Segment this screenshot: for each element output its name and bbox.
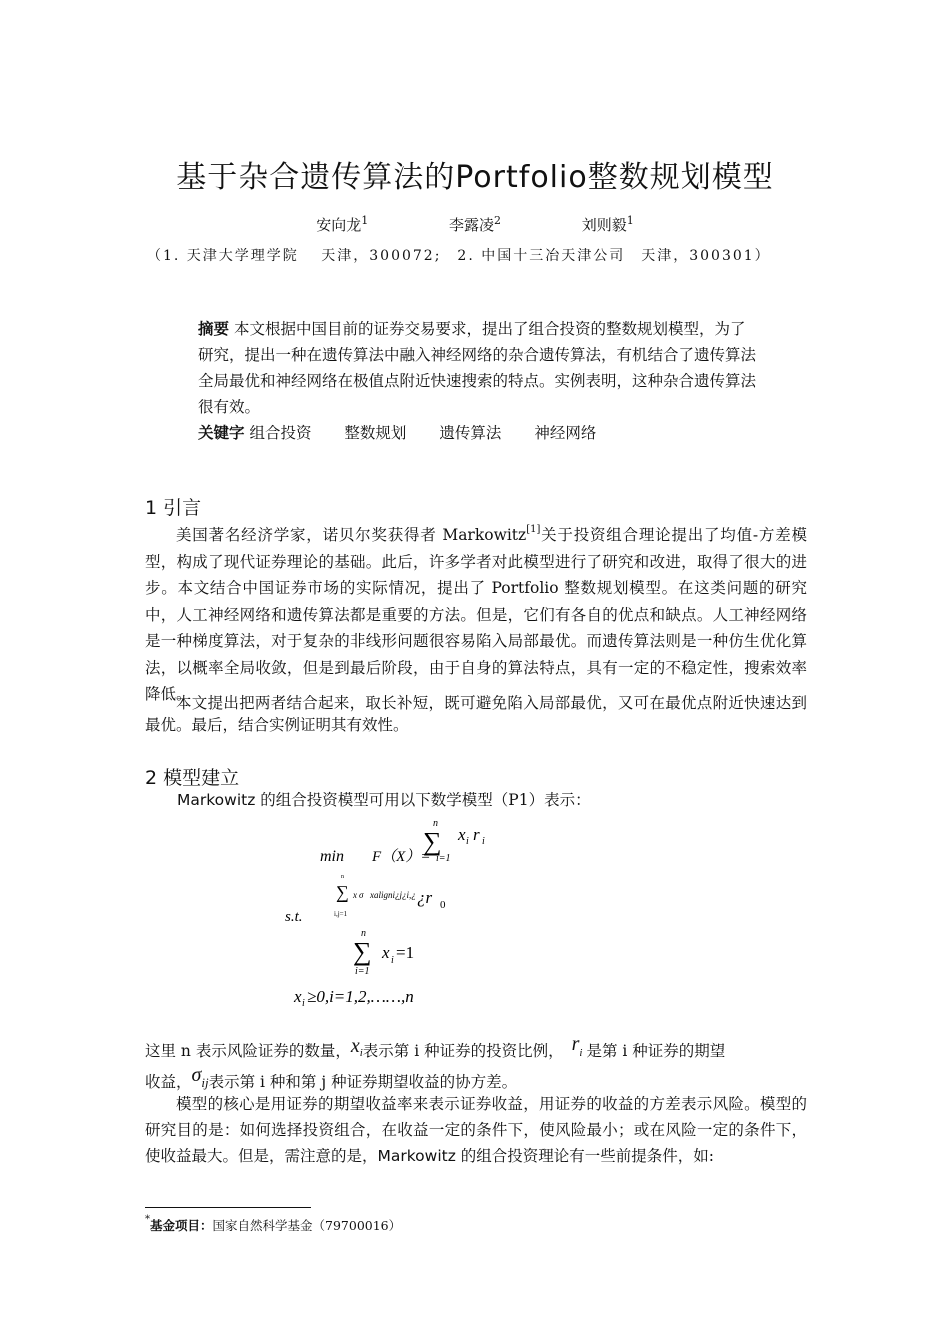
explanation-text: 收益， — [145, 1073, 192, 1091]
footnote-marker: * — [145, 1214, 150, 1225]
sum-lower-index: i=1 — [436, 853, 451, 864]
author-mark: 1 — [361, 214, 369, 227]
model-intro-name: Markowitz — [177, 791, 256, 809]
sub-i: i — [391, 955, 394, 966]
explanation-text: 表示第 i 种和第 j 种证券期望收益的协方差。 — [208, 1073, 518, 1091]
keyword: 整数规划 — [344, 424, 407, 442]
paragraph-text: 关于投资组合理论提出了均值-方差模型，构成了现代证券理论的基础。此后，许多学者对此模型进行了研究和改进，取得了很大的进步。本文结合中国证券市场的实际情况，提出了 Portfolio 整数规划模型。在这类问题的研究中，人工神经网络和遗传算法都是重要的方法。但是，它们有各自的优点和缺点。人工神经网络是一种梯度算法，对于复杂的非线形问题很容易陷入局部最优。而遗传算法则是一种仿生优化算法，以概率全局收敛，但是到最后阶段，由于自身的算法特点，具有一定的不稳定性，搜索效率降低。 — [145, 526, 807, 703]
sub-zero: 0 — [440, 899, 446, 911]
explanation-text: 这里 n 表示风险证券的数量， — [145, 1042, 351, 1060]
var-x: x — [353, 890, 357, 900]
abstract-body — [198, 316, 758, 420]
garbled-formula: xaligni¿j¿i,¿ — [370, 890, 416, 900]
paragraph-name: Markowitz — [377, 1147, 456, 1165]
affiliation: （1. 天津大学理学院 天津，300072; 2. 中国十三冶天津公司 天津，300301） — [147, 248, 771, 264]
author-mark: 2 — [494, 214, 501, 227]
sum-lower-index: i=1 — [355, 966, 370, 977]
symbol-explanation-line — [145, 1033, 725, 1061]
objective-function: F（X）= — [372, 849, 431, 865]
footnote-text: 国家自然科学基金（79700016） — [212, 1218, 402, 1233]
author — [582, 214, 634, 235]
author — [316, 214, 368, 235]
paragraph — [145, 517, 807, 708]
author-list — [0, 214, 950, 235]
sum-lower-index: i,j=1 — [334, 910, 348, 918]
sum-upper-n: n — [361, 928, 366, 939]
symbol-sub-i: i — [579, 1047, 583, 1059]
author-name: 刘则毅 — [581, 216, 627, 234]
abstract-label: 摘要 — [198, 320, 230, 338]
var-x: x — [382, 943, 390, 962]
st-label: s.t. — [285, 909, 303, 925]
footnote-label: 基金项目： — [150, 1218, 213, 1233]
paragraph-text: 美国著名经济学家，诺贝尔奖获得者 Markowitz — [176, 526, 527, 544]
keywords — [198, 420, 758, 446]
keyword: 组合投资 — [249, 424, 312, 442]
sum-sign-icon: ∑ — [353, 937, 372, 966]
footnote-divider — [145, 1207, 311, 1208]
var-x: x — [458, 825, 466, 844]
symbol-sub-ij: ij — [201, 1075, 209, 1090]
symbol-sigma: σ — [191, 1064, 202, 1086]
abstract-text: 本文根据中国目前的证券交易要求，提出了组合投资的整数规划模型，为了研究，提出一种在遗传算法中融入神经网络的杂合遗传算法，有机结合了遗传算法全局最优和神经网络在极值点附近快速搜索的特点。实例表明，这种杂合遗传算法很有效。 — [198, 320, 757, 416]
sub-i: i — [466, 836, 469, 847]
abstract — [198, 316, 758, 446]
citation: [1] — [526, 524, 541, 535]
explanation-text: 表示第 i 种证券的投资比例， — [362, 1042, 564, 1060]
model-intro-text: 的组合投资模型可用以下数学模型（P1）表示： — [255, 791, 591, 809]
paragraph-text: 模型的核心是用证券的期望收益率来表示证券收益，用证券的收益的方差表示风险。模型的研究目的是：如何选择投资组合，在收益一定的条件下，使风险最小；或在风险一定的条件下，使收益最大。但是，需注意的是， — [145, 1095, 807, 1165]
model-equations — [270, 808, 490, 1013]
sum-sign-icon: ∑ — [423, 827, 442, 856]
keywords-label: 关键字 — [198, 424, 245, 442]
keyword: 遗传算法 — [439, 424, 502, 442]
nonneg-constraint: ≥0,i=1,2,……,n — [307, 987, 414, 1006]
paper-title: 基于杂合遗传算法的Portfolio整数规划模型 — [176, 160, 774, 195]
sum-upper-n: n — [341, 874, 344, 880]
paragraph-text: 的组合投资理论有一些前提条件，如: — [455, 1147, 715, 1165]
author — [449, 214, 501, 235]
symbol-explanation-line — [145, 1064, 517, 1092]
sum-sign-icon: ∑ — [336, 882, 349, 902]
author-name: 安向龙 — [316, 216, 362, 234]
author-mark: 1 — [626, 214, 634, 227]
nonneg-var: x — [294, 987, 302, 1006]
budget-rhs: =1 — [396, 943, 415, 962]
explanation-text: 是第 i 种证券的期望 — [586, 1042, 726, 1060]
section-heading: 2 模型建立 — [145, 767, 240, 789]
sub-i: i — [302, 998, 305, 1009]
var-r: r — [473, 825, 480, 844]
paragraph — [145, 1091, 807, 1169]
r0-bound: ¿r — [417, 888, 433, 907]
footnote — [145, 1214, 401, 1234]
keyword: 神经网络 — [534, 424, 597, 442]
model-intro — [177, 788, 591, 810]
section-heading: 1 引言 — [145, 497, 202, 519]
sub-i: i — [482, 836, 485, 847]
sigma-symbol: σ — [359, 890, 364, 900]
symbol-r: r — [571, 1033, 580, 1055]
author-name: 李露凌 — [448, 216, 494, 234]
symbol-sub-i: i — [359, 1047, 363, 1059]
sum-upper-n: n — [433, 818, 438, 829]
paragraph: 本文提出把两者结合起来，取长补短，既可避免陷入局部最优，又可在最优点附近快速达到最优。最后，结合实例证明其有效性。 — [145, 694, 807, 734]
symbol-x: x — [350, 1035, 360, 1057]
min-label: min — [320, 848, 344, 865]
